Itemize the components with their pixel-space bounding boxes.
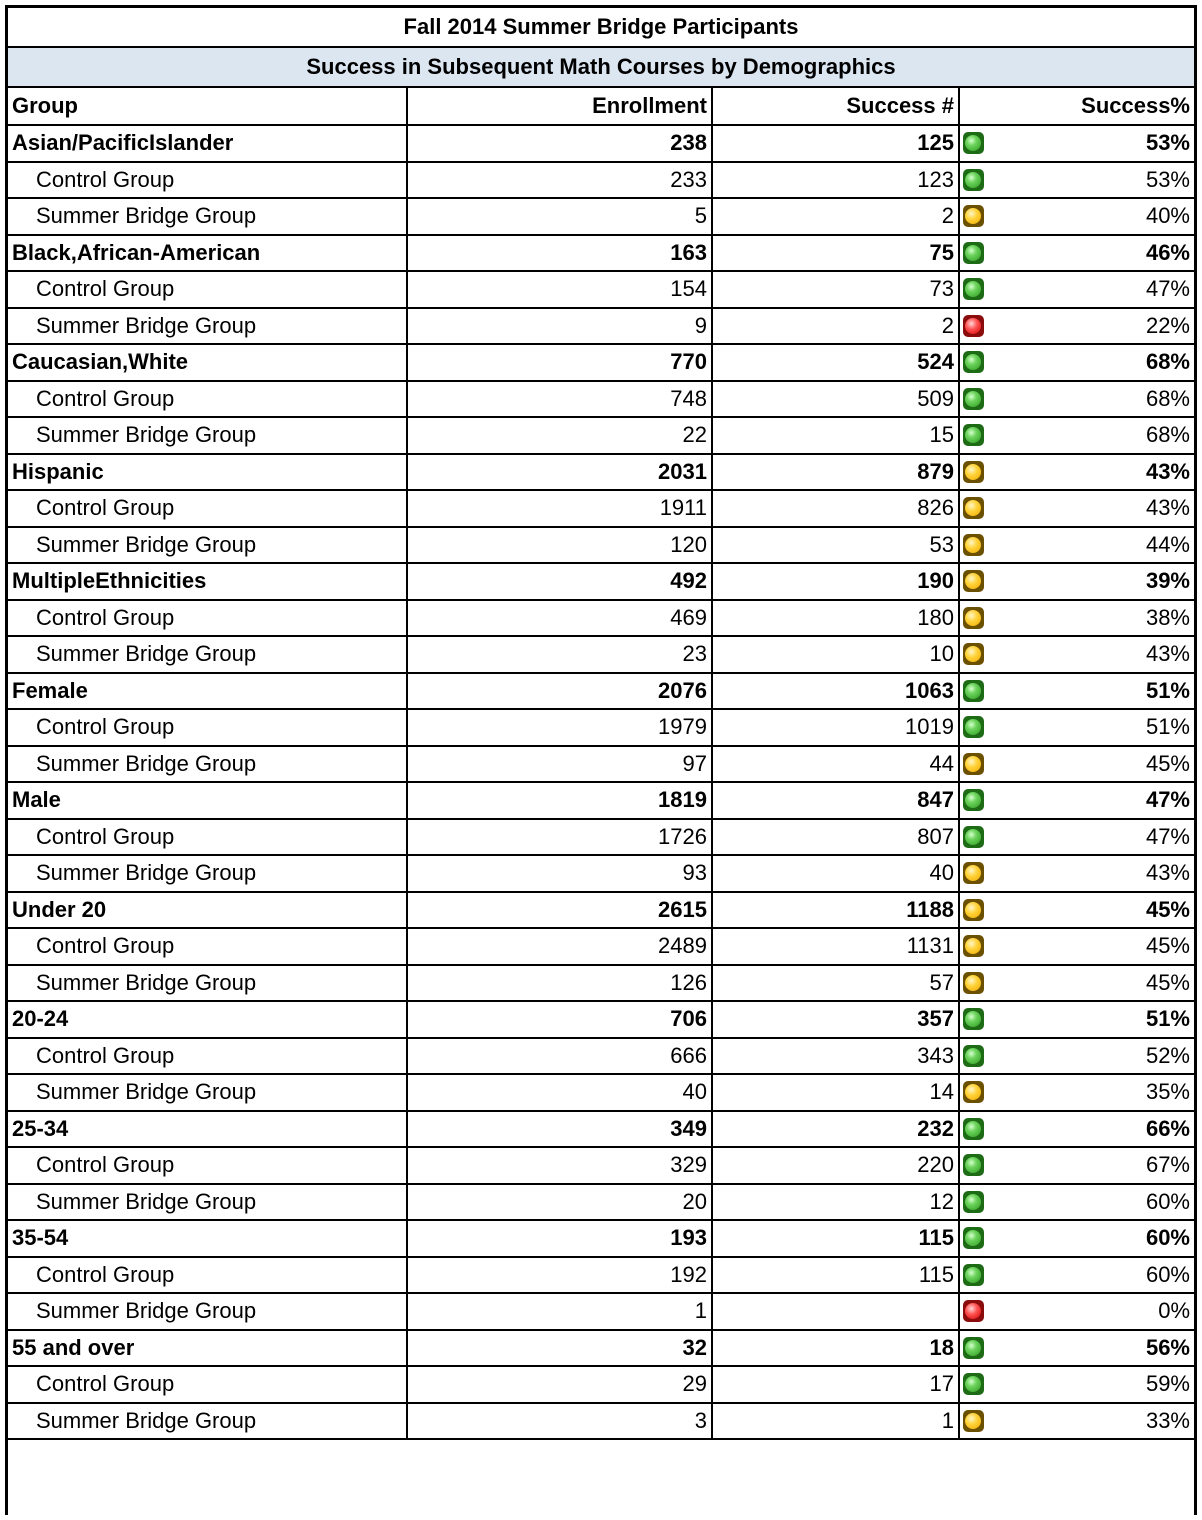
green-traffic-light-icon — [963, 424, 984, 446]
light-dot — [965, 1157, 981, 1173]
success-count-cell[interactable]: 14 — [713, 1075, 960, 1110]
traffic-light-cell — [960, 163, 986, 198]
green-traffic-light-icon — [963, 1118, 984, 1140]
enrollment-cell[interactable]: 22 — [408, 418, 713, 453]
enrollment-cell[interactable]: 193 — [408, 1221, 713, 1256]
enrollment-cell[interactable]: 238 — [408, 126, 713, 161]
group-row — [8, 674, 1194, 711]
traffic-light-cell — [960, 272, 986, 307]
enrollment-cell[interactable]: 2076 — [408, 674, 713, 709]
light-dot — [965, 1303, 981, 1319]
group-label-cell[interactable]: Control Group — [8, 1039, 408, 1074]
enrollment-cell[interactable]: 120 — [408, 528, 713, 563]
success-count-cell[interactable]: 220 — [713, 1148, 960, 1183]
enrollment-cell[interactable]: 20 — [408, 1185, 713, 1220]
subgroup-row — [8, 199, 1194, 236]
success-count-cell[interactable]: 10 — [713, 637, 960, 672]
green-traffic-light-icon — [963, 680, 984, 702]
success-count-cell[interactable]: 57 — [713, 966, 960, 1001]
enrollment-cell[interactable]: 23 — [408, 637, 713, 672]
success-pct-cell[interactable]: 53% — [1145, 166, 1190, 192]
success-count-cell[interactable]: 807 — [713, 820, 960, 855]
subgroup-row — [8, 1294, 1194, 1331]
subgroup-row — [8, 1075, 1194, 1112]
subgroup-row — [8, 1039, 1194, 1076]
success-pct-cell[interactable]: 47% — [1145, 823, 1190, 849]
traffic-light-cell — [960, 783, 986, 818]
subgroup-row — [8, 382, 1194, 419]
light-dot — [965, 610, 981, 626]
success-count-cell[interactable]: 40 — [713, 856, 960, 891]
light-dot — [965, 756, 981, 772]
group-row — [8, 236, 1194, 273]
group-label-cell[interactable]: Control Group — [8, 929, 408, 964]
subgroup-row — [8, 309, 1194, 346]
success-count-cell[interactable]: 123 — [713, 163, 960, 198]
yellow-traffic-light-icon — [963, 205, 984, 227]
group-label-cell[interactable]: MultipleEthnicities — [8, 564, 408, 599]
green-traffic-light-icon — [963, 351, 984, 373]
subgroup-row — [8, 163, 1194, 200]
group-label-cell[interactable]: Control Group — [8, 601, 408, 636]
traffic-light-cell — [960, 601, 986, 636]
group-label-cell[interactable]: Control Group — [8, 1148, 408, 1183]
light-dot — [965, 1084, 981, 1100]
green-traffic-light-icon — [963, 388, 984, 410]
light-dot — [965, 792, 981, 808]
traffic-light-cell — [960, 820, 986, 855]
subgroup-row — [8, 491, 1194, 528]
success-pct-cell[interactable]: 45% — [1145, 969, 1190, 995]
success-pct-cell[interactable]: 59% — [1145, 1371, 1190, 1397]
group-label-cell[interactable]: Control Group — [8, 491, 408, 526]
success-pct-cell[interactable]: 44% — [1145, 531, 1190, 557]
traffic-light-cell — [960, 710, 986, 745]
light-dot — [965, 1413, 981, 1429]
enrollment-cell[interactable]: 126 — [408, 966, 713, 1001]
enrollment-cell[interactable]: 1819 — [408, 783, 713, 818]
success-count-cell[interactable]: 232 — [713, 1112, 960, 1147]
enrollment-cell[interactable]: 93 — [408, 856, 713, 891]
success-count-cell[interactable]: 73 — [713, 272, 960, 307]
group-label-cell[interactable]: Summer Bridge Group — [8, 637, 408, 672]
success-count-cell[interactable]: 2 — [713, 309, 960, 344]
header-success-count[interactable]: Success # — [713, 88, 960, 124]
success-pct-cell[interactable]: 45% — [1145, 896, 1190, 922]
subgroup-row — [8, 1148, 1194, 1185]
success-count-cell[interactable]: 18 — [713, 1331, 960, 1366]
group-row — [8, 345, 1194, 382]
light-dot — [965, 573, 981, 589]
subgroup-row — [8, 747, 1194, 784]
group-label-cell[interactable]: Control Group — [8, 272, 408, 307]
light-dot — [965, 172, 981, 188]
group-label-cell[interactable]: Summer Bridge Group — [8, 309, 408, 344]
enrollment-cell[interactable]: 1 — [408, 1294, 713, 1329]
light-dot — [965, 865, 981, 881]
light-dot — [965, 902, 981, 918]
success-pct-cell[interactable]: 68% — [1145, 422, 1190, 448]
enrollment-cell[interactable]: 770 — [408, 345, 713, 380]
light-dot — [965, 391, 981, 407]
enrollment-cell[interactable]: 2031 — [408, 455, 713, 490]
success-count-cell[interactable]: 343 — [713, 1039, 960, 1074]
success-pct-cell[interactable]: 22% — [1145, 312, 1190, 338]
light-dot — [965, 1048, 981, 1064]
subgroup-row — [8, 1185, 1194, 1222]
group-label-cell[interactable]: Summer Bridge Group — [8, 856, 408, 891]
group-label-cell[interactable]: Control Group — [8, 1258, 408, 1293]
light-dot — [965, 318, 981, 334]
green-traffic-light-icon — [963, 1337, 984, 1359]
group-row — [8, 893, 1194, 930]
enrollment-cell[interactable]: 40 — [408, 1075, 713, 1110]
traffic-light-cell — [960, 747, 986, 782]
success-count-cell[interactable]: 1131 — [713, 929, 960, 964]
light-dot — [965, 500, 981, 516]
light-dot — [965, 719, 981, 735]
green-traffic-light-icon — [963, 789, 984, 811]
traffic-light-cell — [960, 929, 986, 964]
red-traffic-light-icon — [963, 315, 984, 337]
success-pct-cell[interactable]: 40% — [1145, 203, 1190, 229]
success-pct-cell[interactable]: 51% — [1145, 1006, 1190, 1032]
group-row — [8, 1002, 1194, 1039]
traffic-light-cell — [960, 1075, 986, 1110]
traffic-light-cell — [960, 637, 986, 672]
group-row — [8, 1112, 1194, 1149]
enrollment-cell[interactable]: 2615 — [408, 893, 713, 928]
group-label-cell[interactable]: Summer Bridge Group — [8, 1075, 408, 1110]
green-traffic-light-icon — [963, 1227, 984, 1249]
subgroup-row — [8, 601, 1194, 638]
traffic-light-cell — [960, 309, 986, 344]
success-count-cell[interactable]: 1019 — [713, 710, 960, 745]
light-dot — [965, 245, 981, 261]
success-pct-cell[interactable]: 51% — [1145, 714, 1190, 740]
success-pct-cell[interactable]: 35% — [1145, 1079, 1190, 1105]
success-pct-cell[interactable]: 53% — [1145, 130, 1190, 156]
light-dot — [965, 281, 981, 297]
success-count-cell[interactable]: 509 — [713, 382, 960, 417]
traffic-light-cell — [960, 345, 986, 380]
yellow-traffic-light-icon — [963, 534, 984, 556]
light-dot — [965, 1121, 981, 1137]
green-traffic-light-icon — [963, 1373, 984, 1395]
traffic-light-cell — [960, 1258, 986, 1293]
green-traffic-light-icon — [963, 1008, 984, 1030]
enrollment-cell[interactable]: 748 — [408, 382, 713, 417]
green-traffic-light-icon — [963, 132, 984, 154]
yellow-traffic-light-icon — [963, 972, 984, 994]
yellow-traffic-light-icon — [963, 862, 984, 884]
red-traffic-light-icon — [963, 1300, 984, 1322]
traffic-light-cell — [960, 528, 986, 563]
group-label-cell[interactable]: Control Group — [8, 710, 408, 745]
light-dot — [965, 975, 981, 991]
group-row — [8, 564, 1194, 601]
yellow-traffic-light-icon — [963, 607, 984, 629]
traffic-light-cell — [960, 1185, 986, 1220]
group-label-cell[interactable]: 55 and over — [8, 1331, 408, 1366]
success-pct-cell[interactable]: 51% — [1145, 677, 1190, 703]
traffic-light-cell — [960, 1367, 986, 1402]
group-label-cell[interactable]: Control Group — [8, 163, 408, 198]
header-row — [8, 88, 1194, 126]
group-label-cell[interactable]: Control Group — [8, 1367, 408, 1402]
traffic-light-cell — [960, 1039, 986, 1074]
green-traffic-light-icon — [963, 1191, 984, 1213]
group-label-cell[interactable]: Under 20 — [8, 893, 408, 928]
light-dot — [965, 427, 981, 443]
traffic-light-cell — [960, 1112, 986, 1147]
yellow-traffic-light-icon — [963, 497, 984, 519]
success-pct-cell[interactable]: 43% — [1145, 458, 1190, 484]
group-label-cell[interactable]: Asian/PacificIslander — [8, 126, 408, 161]
success-count-cell[interactable]: 1 — [713, 1404, 960, 1439]
light-dot — [965, 1340, 981, 1356]
enrollment-cell[interactable]: 192 — [408, 1258, 713, 1293]
yellow-traffic-light-icon — [963, 570, 984, 592]
group-label-cell[interactable]: Male — [8, 783, 408, 818]
success-pct-cell[interactable]: 68% — [1145, 349, 1190, 375]
traffic-light-cell — [960, 674, 986, 709]
subgroup-row — [8, 528, 1194, 565]
success-count-cell[interactable] — [713, 1294, 960, 1329]
yellow-traffic-light-icon — [963, 1081, 984, 1103]
enrollment-cell[interactable]: 3 — [408, 1404, 713, 1439]
success-count-cell[interactable]: 125 — [713, 126, 960, 161]
group-row — [8, 1331, 1194, 1368]
enrollment-cell[interactable]: 32 — [408, 1331, 713, 1366]
success-pct-cell[interactable]: 43% — [1145, 495, 1190, 521]
traffic-light-cell — [960, 1148, 986, 1183]
enrollment-cell[interactable]: 1979 — [408, 710, 713, 745]
yellow-traffic-light-icon — [963, 643, 984, 665]
yellow-traffic-light-icon — [963, 935, 984, 957]
green-traffic-light-icon — [963, 826, 984, 848]
light-dot — [965, 938, 981, 954]
success-pct-cell[interactable]: 38% — [1145, 604, 1190, 630]
group-label-cell[interactable]: Summer Bridge Group — [8, 966, 408, 1001]
light-dot — [965, 464, 981, 480]
traffic-light-cell — [960, 564, 986, 599]
subgroup-row — [8, 1258, 1194, 1295]
table-title: Fall 2014 Summer Bridge Participants — [8, 8, 1194, 48]
traffic-light-cell — [960, 856, 986, 891]
success-pct-cell[interactable]: 33% — [1145, 1407, 1190, 1433]
group-label-cell[interactable]: Summer Bridge Group — [8, 1404, 408, 1439]
enrollment-cell[interactable]: 29 — [408, 1367, 713, 1402]
light-dot — [965, 354, 981, 370]
success-count-cell[interactable]: 75 — [713, 236, 960, 271]
traffic-light-cell — [960, 1331, 986, 1366]
success-count-cell[interactable]: 879 — [713, 455, 960, 490]
group-row — [8, 126, 1194, 163]
light-dot — [965, 1267, 981, 1283]
success-pct-cell[interactable]: 56% — [1145, 1334, 1190, 1360]
success-count-cell[interactable]: 115 — [713, 1221, 960, 1256]
success-pct-cell[interactable]: 66% — [1145, 1115, 1190, 1141]
light-dot — [965, 829, 981, 845]
light-dot — [965, 1376, 981, 1392]
success-count-cell[interactable]: 12 — [713, 1185, 960, 1220]
enrollment-cell[interactable]: 666 — [408, 1039, 713, 1074]
group-row — [8, 455, 1194, 492]
group-label-cell[interactable]: Control Group — [8, 382, 408, 417]
group-label-cell[interactable]: Female — [8, 674, 408, 709]
success-count-cell[interactable]: 17 — [713, 1367, 960, 1402]
success-pct-cell[interactable]: 68% — [1145, 385, 1190, 411]
traffic-light-cell — [960, 1002, 986, 1037]
header-group[interactable]: Group — [8, 88, 408, 124]
enrollment-cell[interactable]: 1911 — [408, 491, 713, 526]
green-traffic-light-icon — [963, 242, 984, 264]
group-label-cell[interactable]: Control Group — [8, 820, 408, 855]
success-pct-cell[interactable]: 43% — [1145, 641, 1190, 667]
traffic-light-cell — [960, 455, 986, 490]
header-success-pct[interactable]: Success% — [1081, 93, 1190, 118]
success-pct-cell[interactable]: 39% — [1145, 568, 1190, 594]
subgroup-row — [8, 820, 1194, 857]
light-dot — [965, 1230, 981, 1246]
group-row — [8, 783, 1194, 820]
enrollment-cell[interactable]: 469 — [408, 601, 713, 636]
group-label-cell[interactable]: Summer Bridge Group — [8, 418, 408, 453]
enrollment-cell[interactable]: 163 — [408, 236, 713, 271]
success-pct-cell[interactable]: 47% — [1145, 276, 1190, 302]
success-count-cell[interactable]: 357 — [713, 1002, 960, 1037]
green-traffic-light-icon — [963, 278, 984, 300]
subgroup-row — [8, 637, 1194, 674]
enrollment-cell[interactable]: 154 — [408, 272, 713, 307]
light-dot — [965, 1194, 981, 1210]
subgroup-row — [8, 710, 1194, 747]
group-label-cell[interactable]: Black,African-American — [8, 236, 408, 271]
group-label-cell[interactable]: Summer Bridge Group — [8, 747, 408, 782]
success-count-cell[interactable]: 190 — [713, 564, 960, 599]
subgroup-row — [8, 856, 1194, 893]
success-pct-cell[interactable]: 60% — [1145, 1188, 1190, 1214]
success-count-cell[interactable]: 53 — [713, 528, 960, 563]
enrollment-cell[interactable]: 97 — [408, 747, 713, 782]
group-label-cell[interactable]: Summer Bridge Group — [8, 528, 408, 563]
green-traffic-light-icon — [963, 1045, 984, 1067]
success-pct-cell[interactable]: 45% — [1145, 750, 1190, 776]
subgroup-row — [8, 1367, 1194, 1404]
light-dot — [965, 537, 981, 553]
group-label-cell[interactable]: Summer Bridge Group — [8, 1294, 408, 1329]
enrollment-cell[interactable]: 5 — [408, 199, 713, 234]
subgroup-row — [8, 418, 1194, 455]
yellow-traffic-light-icon — [963, 753, 984, 775]
success-pct-cell[interactable]: 60% — [1145, 1261, 1190, 1287]
group-label-cell[interactable]: Summer Bridge Group — [8, 199, 408, 234]
subgroup-row — [8, 966, 1194, 1003]
success-pct-cell[interactable]: 67% — [1145, 1152, 1190, 1178]
light-dot — [965, 1011, 981, 1027]
subgroup-row — [8, 272, 1194, 309]
yellow-traffic-light-icon — [963, 899, 984, 921]
success-count-cell[interactable]: 115 — [713, 1258, 960, 1293]
enrollment-cell[interactable]: 492 — [408, 564, 713, 599]
traffic-light-cell — [960, 1221, 986, 1256]
success-count-cell[interactable]: 524 — [713, 345, 960, 380]
success-count-cell[interactable]: 15 — [713, 418, 960, 453]
group-row — [8, 1221, 1194, 1258]
enrollment-cell[interactable]: 2489 — [408, 929, 713, 964]
success-pct-cell[interactable]: 46% — [1145, 239, 1190, 265]
success-count-cell[interactable]: 2 — [713, 199, 960, 234]
enrollment-cell[interactable]: 9 — [408, 309, 713, 344]
traffic-light-cell — [960, 418, 986, 453]
header-enrollment[interactable]: Enrollment — [408, 88, 713, 124]
success-pct-cell[interactable]: 52% — [1145, 1042, 1190, 1068]
table-subtitle: Success in Subsequent Math Courses by Demographics — [8, 48, 1194, 88]
traffic-light-cell — [960, 491, 986, 526]
traffic-light-cell — [960, 1404, 986, 1439]
green-traffic-light-icon — [963, 1264, 984, 1286]
yellow-traffic-light-icon — [963, 461, 984, 483]
light-dot — [965, 208, 981, 224]
success-pct-cell[interactable]: 43% — [1145, 860, 1190, 886]
traffic-light-cell — [960, 966, 986, 1001]
light-dot — [965, 683, 981, 699]
subgroup-row — [8, 1404, 1194, 1441]
traffic-light-cell — [960, 236, 986, 271]
group-label-cell[interactable]: Caucasian,White — [8, 345, 408, 380]
traffic-light-cell — [960, 1294, 986, 1329]
light-dot — [965, 646, 981, 662]
success-pct-cell[interactable]: 45% — [1145, 933, 1190, 959]
group-label-cell[interactable]: 35-54 — [8, 1221, 408, 1256]
success-pct-cell[interactable]: 60% — [1145, 1225, 1190, 1251]
success-count-cell[interactable]: 1063 — [713, 674, 960, 709]
success-count-cell[interactable]: 826 — [713, 491, 960, 526]
success-count-cell[interactable]: 44 — [713, 747, 960, 782]
yellow-traffic-light-icon — [963, 1410, 984, 1432]
enrollment-cell[interactable]: 349 — [408, 1112, 713, 1147]
subgroup-row — [8, 929, 1194, 966]
enrollment-cell[interactable]: 233 — [408, 163, 713, 198]
success-count-cell[interactable]: 847 — [713, 783, 960, 818]
group-label-cell[interactable]: 20-24 — [8, 1002, 408, 1037]
success-pct-cell[interactable]: 0% — [1158, 1298, 1190, 1324]
enrollment-cell[interactable]: 329 — [408, 1148, 713, 1183]
group-label-cell[interactable]: Summer Bridge Group — [8, 1185, 408, 1220]
traffic-light-cell — [960, 893, 986, 928]
green-traffic-light-icon — [963, 1154, 984, 1176]
traffic-light-cell — [960, 382, 986, 417]
table-body — [8, 126, 1194, 1440]
success-count-cell[interactable]: 180 — [713, 601, 960, 636]
spreadsheet-table — [5, 5, 1197, 1515]
traffic-light-cell — [960, 199, 986, 234]
success-count-cell[interactable]: 1188 — [713, 893, 960, 928]
traffic-light-cell — [960, 126, 986, 161]
green-traffic-light-icon — [963, 169, 984, 191]
green-traffic-light-icon — [963, 716, 984, 738]
success-pct-cell[interactable]: 47% — [1145, 787, 1190, 813]
enrollment-cell[interactable]: 706 — [408, 1002, 713, 1037]
group-label-cell[interactable]: 25-34 — [8, 1112, 408, 1147]
group-label-cell[interactable]: Hispanic — [8, 455, 408, 490]
light-dot — [965, 135, 981, 151]
enrollment-cell[interactable]: 1726 — [408, 820, 713, 855]
